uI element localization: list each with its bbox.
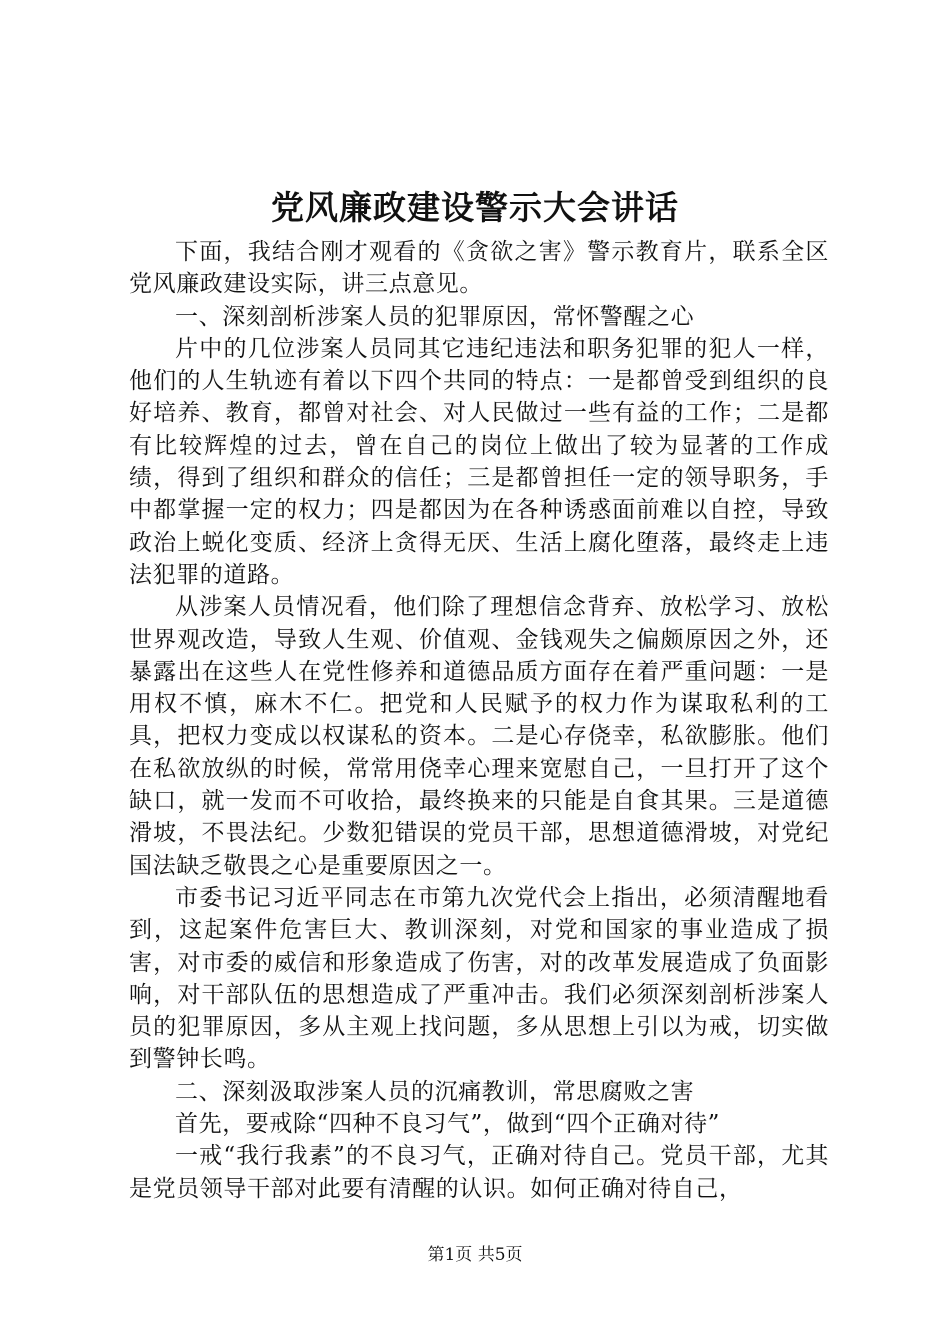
paragraph-intro: 下面，我结合刚才观看的《贪欲之害》警示教育片，联系全区党风廉政建设实际，讲三点意见。 xyxy=(129,239,829,298)
section-heading-1: 一、深刻剖析涉案人员的犯罪原因，常怀警醒之心 xyxy=(175,303,695,330)
paragraph: 一戒“我行我素”的不良习气，正确对待自己。党员干部，尤其是党员领导干部对此要有清醒的认识。如何正确对待自己， xyxy=(129,1143,829,1202)
document-body xyxy=(129,236,829,1205)
paragraph: 从涉案人员情况看，他们除了理想信念背弃、放松学习、放松世界观改造，导致人生观、价值观、金钱观失之偏颇原因之外，还暴露出在这些人在党性修养和道德品质方面存在着严重问题：一是用权不慎，麻木不仁。把党和人民赋予的权力作为谋取私利的工具，把权力变成以权谋私的资本。二是心存侥幸，私欲膨胀。他们在私欲放纵的时候，常常用侥幸心理来宽慰自己，一旦打开了这个缺口，就一发而不可收拾，最终换来的只能是自食其果。三是道德滑坡，不畏法纪。少数犯错误的党员干部，思想道德滑坡，对党纪国法缺乏敬畏之心是重要原因之一。 xyxy=(129,594,829,879)
section-heading-2: 二、深刻汲取涉案人员的沉痛教训，常思腐败之害 xyxy=(175,1078,695,1105)
document-title: 党风廉政建设警示大会讲话 xyxy=(271,188,679,227)
page-footer: 第1页 共5页 xyxy=(427,1245,523,1265)
paragraph: 市委书记习近平同志在市第九次党代会上指出，必须清醒地看到，这起案件危害巨大、教训深刻，对党和国家的事业造成了损害，对市委的威信和形象造成了伤害，对的改革发展造成了负面影响，对干部队伍的思想造成了严重冲击。我们必须深刻剖析涉案人员的犯罪原因，多从主观上找问题，多从思想上引以为戒，切实做到警钟长鸣。 xyxy=(129,884,829,1073)
paragraph: 片中的几位涉案人员同其它违纪违法和职务犯罪的犯人一样，他们的人生轨迹有着以下四个共同的特点：一是都曾受到组织的良好培养、教育，都曾对社会、对人民做过一些有益的工作；二是都有比较辉煌的过去，曾在自己的岗位上做出了较为显著的工作成绩，得到了组织和群众的信任；三是都曾担任一定的领导职务，手中都掌握一定的权力；四是都因为在各种诱惑面前难以自控，导致政治上蜕化变质、经济上贪得无厌、生活上腐化堕落，最终走上违法犯罪的道路。 xyxy=(129,335,829,588)
paragraph: 首先，要戒除“四种不良习气”，做到“四个正确对待” xyxy=(175,1111,721,1138)
